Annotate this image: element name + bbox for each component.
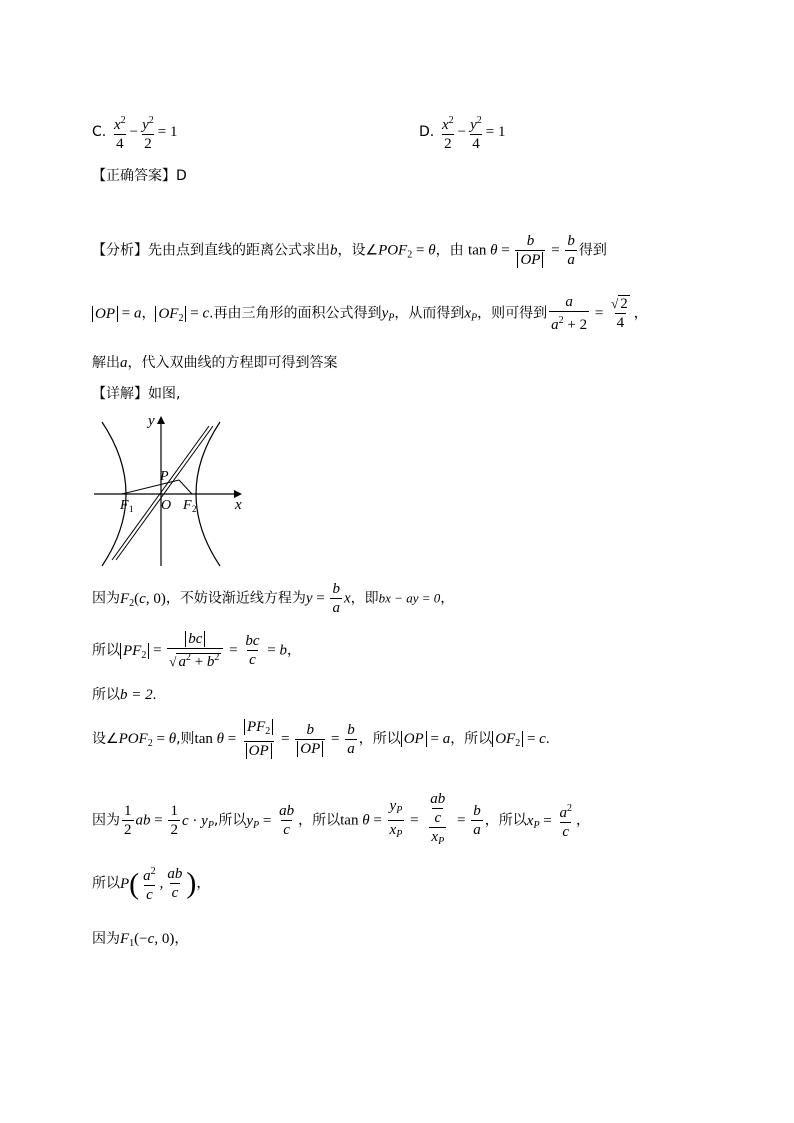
detail-line-3: 所以b = 2. [92, 687, 157, 703]
segment-p-f2 [179, 480, 192, 494]
hyperbola-figure [92, 408, 252, 568]
f2-label: F [183, 498, 192, 513]
detail-line-6: 所以P( $\frac{a^2}{c}$ , $\frac{ab}{c}$ )， [92, 866, 211, 903]
f1-subscript: 1 [129, 504, 134, 514]
detail-heading: 【详解】如图, [92, 386, 181, 402]
x-axis-label: x [235, 497, 242, 513]
detail-line-4: 设$\angle POF_2 = \theta$,则tan θ = $\frac{PF_2}{OP}$ = $\frac{b}{OP}$ = $\frac{b}{a}$ ，所以 OP = a，所以 $OF_2 = c$. [92, 719, 550, 759]
analysis-line-1: 【分析】先由点到直线的距离公式求出b，设$\angle POF_2 = \theta$，由 tan θ = $\frac{b}{OP}$ = $\frac{b}{a}$ 得到 [92, 233, 607, 268]
detail-line-5: 因为 $\frac{1}{2}$ ab = $\frac{1}{2}$ $c \cdot y_P$,所以$y_P$ = $\frac{ab}{c}$ ，所以tan θ = $\frac{y_P}{x_P}$ = $\frac{\frac{ab}{c}}{x_P}$ = $\frac{b}{a}$ ，所以$x_P$ = $\frac{a^2}{c}$ ， [92, 790, 590, 851]
y-axis-label: y [148, 413, 155, 429]
segment-f1-p [122, 480, 179, 494]
f2-subscript: 2 [192, 504, 197, 514]
detail-line-1: 因为$F_2(c$, 0)，不妨设渐近线方程为y = $\frac{b}{a}$ x，即bx − ay = 0， [92, 581, 455, 616]
analysis-tag: 【分析】 [92, 242, 148, 259]
f1-label: F [120, 498, 129, 513]
analysis-line-2: OP = a， $OF_2 = c$.再由三角形的面积公式得到$y_P$，从而得到$x_P$，则可得到 $\frac{a}{a^2 + 2}$ = $\frac{√ 2}{4}$ ， [92, 293, 648, 334]
option-d: D. $\frac{x^2}{2}$ − $\frac{y^2}{4}$ = 1 [419, 115, 506, 152]
detail-line-7: 因为$F_1(-c$, 0)， [92, 931, 189, 949]
analysis-line-3: 解出a，代入双曲线的方程即可得到答案 [92, 355, 338, 371]
y-axis-arrow-icon [157, 416, 165, 424]
option-c: C. $\frac{x^2}{4}$ − $\frac{y^2}{2}$ = 1 [92, 115, 178, 152]
point-p-label: P [160, 469, 169, 484]
correct-answer: 【正确答案】D [92, 168, 187, 184]
asymptote-2 [116, 426, 213, 560]
detail-line-2: 所以 $PF_2$ = $\frac{bc}{√ a^2 + b^2}$ = $\frac{bc}{c}$ = b， [92, 631, 302, 670]
detail-tag: 【详解】 [92, 386, 148, 402]
option-d-label: D. [419, 123, 435, 140]
origin-label: O [161, 498, 172, 513]
option-c-label: C. [92, 123, 107, 140]
